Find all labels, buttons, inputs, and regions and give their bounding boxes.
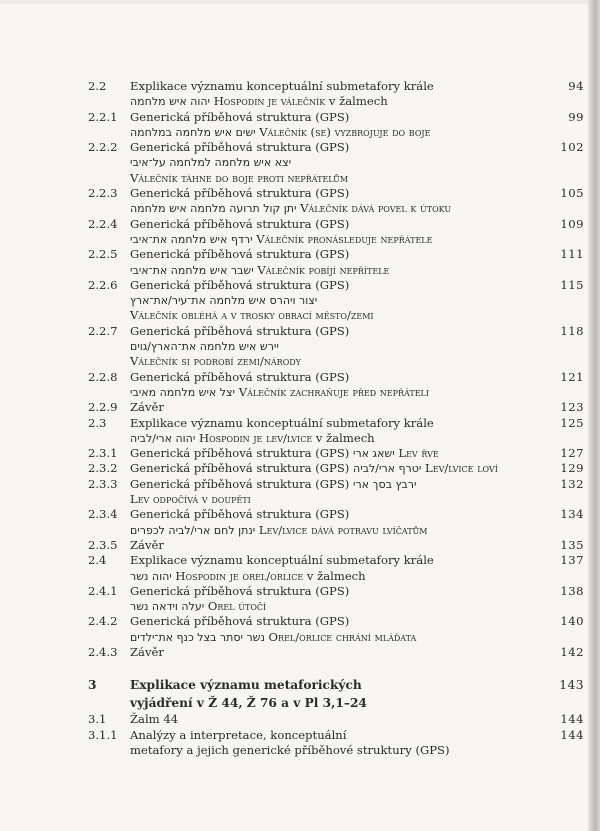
metaphor-caption: Válečník táhne do boje proti nepřátelům — [130, 170, 349, 185]
page-top-edge — [0, 0, 600, 4]
metaphor-caption: Lev odpočívá v doupěti — [130, 492, 251, 507]
toc-entry-line — [88, 676, 584, 694]
hebrew-text: יהוה נשר — [130, 569, 172, 583]
section-number: 2.2.5 — [88, 247, 118, 262]
section-title: Explikace významu konceptuální submetafory krále — [130, 79, 434, 93]
metaphor-caption: Hospodin je orel/orlice — [175, 568, 304, 583]
section-number: 2.3.5 — [88, 537, 118, 552]
metaphor-caption: Lev/lvice dává potravu lvíčatům — [258, 522, 428, 537]
toc-entry-line — [88, 308, 584, 323]
section-number: 3 — [88, 678, 97, 693]
page-binding-edge — [588, 0, 600, 831]
section-number: 2.2.8 — [88, 369, 118, 384]
section-number: 2.2 — [88, 79, 107, 93]
section-number: 3.1 — [88, 712, 107, 727]
section-number: 2.2.1 — [88, 109, 118, 124]
toc-entry — [88, 400, 584, 415]
toc-entry — [88, 614, 584, 645]
hebrew-text: יצל איש מלחמה מאיבי — [130, 385, 236, 399]
toc-entry-line — [88, 171, 584, 186]
page-number: 143 — [559, 678, 584, 693]
section-number: 2.4 — [88, 553, 107, 568]
section-title: Explikace významu konceptuální submetafory krále — [130, 415, 434, 430]
toc-entry-line — [88, 324, 584, 339]
toc-entry — [88, 728, 584, 759]
section-number: 2.2.7 — [88, 323, 118, 338]
page-number: 144 — [560, 712, 584, 727]
section-number: 2.3.2 — [88, 461, 118, 476]
section-title: Generická příběhová struktura (GPS) — [130, 186, 350, 201]
hebrew-text: ישים איש מלחמה במלחמה — [130, 125, 256, 139]
metaphor-caption: Hospodin je lev/lvice — [199, 430, 313, 445]
toc-entry — [88, 140, 584, 186]
toc-entry-line — [88, 400, 584, 415]
page-number: 115 — [560, 277, 584, 292]
hebrew-text: נשר יסתר בצל כנף את־ילדים — [130, 630, 265, 644]
toc-entry-line — [88, 232, 584, 247]
toc-entry-line — [88, 492, 584, 507]
toc-entry-line — [88, 728, 584, 743]
toc-entry-line — [88, 477, 584, 492]
toc-entry-line — [88, 79, 584, 94]
toc-entry-line — [88, 263, 584, 278]
section-title: Generická příběhová struktura (GPS) — [130, 507, 350, 522]
toc-entry-line — [88, 461, 584, 476]
toc-entry — [88, 186, 584, 217]
hebrew-text: יטרף ארי/לביה — [353, 462, 422, 476]
metaphor-caption: Válečník pronásleduje nepřátele — [256, 231, 433, 246]
section-title: Generická příběhová struktura (GPS) — [130, 277, 350, 292]
page-number: 125 — [560, 415, 584, 430]
toc-entry-line — [88, 94, 584, 109]
metaphor-caption: Lev řve — [398, 446, 439, 461]
toc-entry-line — [88, 370, 584, 385]
toc-entry — [88, 477, 584, 508]
toc-entry — [88, 79, 584, 110]
section-number: 2.3.4 — [88, 507, 118, 522]
toc-entry-line — [88, 217, 584, 232]
page-number: 118 — [560, 323, 584, 338]
hebrew-text: יעלה וידאה נשר — [130, 600, 205, 614]
page-number: 135 — [560, 537, 584, 552]
section-number: 3.1.1 — [88, 727, 118, 742]
section-title: Generická příběhová struktura (GPS) — [130, 247, 350, 262]
toc-entry — [88, 247, 584, 278]
toc-entry — [88, 324, 584, 370]
toc-entry — [88, 370, 584, 401]
page-number: 99 — [568, 109, 584, 124]
section-number: 2.4.3 — [88, 644, 118, 659]
toc-entry — [88, 584, 584, 615]
toc-entry — [88, 553, 584, 584]
hebrew-text: יהוה איש מלחמה — [130, 95, 210, 109]
toc-entry-line — [88, 599, 584, 614]
toc-entry-line — [88, 523, 584, 538]
page-number: 132 — [560, 476, 584, 491]
metaphor-caption: Lev/lvice loví — [425, 461, 498, 476]
metaphor-caption: Orel/orlice chrání mláďata — [268, 629, 417, 644]
section-number: 2.3.3 — [88, 476, 118, 491]
section-title: Závěr — [130, 537, 164, 552]
section-number: 2.2.3 — [88, 186, 118, 201]
hebrew-text: ינתן לחם ארי/לביה לכפרים — [130, 523, 256, 537]
page-number: 134 — [560, 507, 584, 522]
section-title: Závěr — [130, 644, 164, 659]
section-number: 2.3.1 — [88, 446, 118, 461]
toc-entry-line — [88, 712, 584, 727]
toc-entry-line — [88, 614, 584, 629]
toc-entry-line — [88, 155, 584, 170]
toc-entry-line — [88, 569, 584, 584]
metaphor-caption: Válečník pobíjí nepřítele — [257, 262, 390, 277]
toc-entry-line — [88, 201, 584, 216]
page-number: 144 — [560, 727, 584, 742]
toc-entry — [88, 278, 584, 324]
page-number: 121 — [560, 369, 584, 384]
section-title: v žalmech — [312, 430, 375, 445]
hebrew-text: ישאג ארי — [353, 447, 395, 461]
toc-entry-line — [88, 694, 584, 712]
page-number: 123 — [560, 400, 584, 415]
hebrew-text: יצור ויהרס איש מלחמה את־עיר/את־ארץ — [130, 294, 318, 308]
section-title: Explikace významu metaforických — [130, 678, 362, 693]
toc-entry-line — [88, 278, 584, 293]
section-title: Generická příběhová struktura (GPS) — [130, 614, 350, 629]
hebrew-text: יצא איש מלחמה למלחמה על־איבי — [130, 156, 292, 170]
toc-entry-line — [88, 186, 584, 201]
hebrew-text: ירדף איש מלחמה את־איבי — [130, 232, 253, 246]
section-title: Explikace významu konceptuální submetafory krále — [130, 553, 434, 568]
toc-entry — [88, 538, 584, 553]
hebrew-text: יירש איש מלחמה את־הארץ/גוים — [130, 340, 279, 354]
toc-entry — [88, 645, 584, 660]
section-number: 2.2.4 — [88, 216, 118, 231]
hebrew-text: יתן קול תרועה מלחמה איש מלחמה — [130, 202, 297, 216]
toc-entry-line — [88, 431, 584, 446]
toc-entry-line — [88, 416, 584, 431]
toc-entry-line — [88, 293, 584, 308]
page-number: 111 — [560, 247, 584, 262]
toc-entry — [88, 712, 584, 727]
metaphor-caption: Hospodin je válečník — [213, 94, 326, 109]
toc-entry-line — [88, 140, 584, 155]
metaphor-caption: Válečník zachraňuje před nepřáteli — [238, 384, 430, 399]
page-number: 127 — [560, 446, 584, 461]
page-number: 94 — [568, 79, 584, 93]
toc-entry — [88, 217, 584, 248]
hebrew-text: יהוה ארי/לביה — [130, 431, 196, 445]
section-title: Generická příběhová struktura (GPS) — [130, 446, 354, 461]
metaphor-caption: Válečník si podrobí zemi/národy — [130, 354, 301, 369]
toc-entry — [88, 461, 584, 476]
hebrew-text: ישבר איש מלחמה את־איבי — [130, 263, 254, 277]
section-number: 2.2.6 — [88, 277, 118, 292]
section-title: Generická příběhová struktura (GPS) — [130, 216, 350, 231]
section-number: 2.3 — [88, 415, 107, 430]
section-title: Generická příběhová struktura (GPS) — [130, 369, 350, 384]
metaphor-caption: Válečník (se) vyzbrojuje do boje — [259, 124, 431, 139]
metaphor-caption: Orel útočí — [207, 599, 267, 614]
toc-entry-line — [88, 645, 584, 660]
section-title: Generická příběhová struktura (GPS) — [130, 461, 354, 476]
section-title: Závěr — [130, 400, 164, 415]
section-number: 2.4.1 — [88, 583, 118, 598]
page-number: 105 — [560, 186, 584, 201]
page-number: 102 — [560, 140, 584, 155]
toc-entry — [88, 507, 584, 538]
page-number: 140 — [560, 614, 584, 629]
toc-entry — [88, 446, 584, 461]
page-number: 138 — [560, 583, 584, 598]
section-number: 2.2.2 — [88, 140, 118, 155]
toc-entry-line — [88, 538, 584, 553]
page-number: 109 — [560, 216, 584, 231]
section-title: vyjádření v Ž 44, Ž 76 a v Pl 3,1–24 — [130, 696, 367, 711]
metaphor-caption: Válečník dává povel k útoku — [300, 201, 452, 216]
section-title: v žalmech — [325, 94, 388, 109]
section-title: Generická příběhová struktura (GPS) — [130, 476, 354, 491]
toc-entry-line — [88, 553, 584, 568]
section-number: 2.2.9 — [88, 400, 118, 415]
toc-entry-line — [88, 385, 584, 400]
page-number: 129 — [560, 461, 584, 476]
table-of-contents — [88, 79, 584, 758]
toc-entry-line — [88, 743, 584, 758]
toc-entry — [88, 416, 584, 447]
section-title: Generická příběhová struktura (GPS) — [130, 109, 350, 124]
section-title: v žalmech — [303, 568, 366, 583]
section-title: metafory a jejich generické příběhové struktury (GPS) — [130, 742, 450, 757]
toc-chapter — [88, 676, 584, 712]
toc-entry-line — [88, 446, 584, 461]
metaphor-caption: Válečník obléhá a v trosky obrací město/zemi — [130, 308, 374, 323]
toc-entry-line — [88, 354, 584, 369]
page-number: 137 — [560, 553, 584, 568]
toc-entry-line — [88, 630, 584, 645]
toc-entry-line — [88, 247, 584, 262]
toc-entry-line — [88, 125, 584, 140]
hebrew-text: ירבץ בסך ארי — [353, 477, 417, 491]
section-title: Analýzy a interpretace, konceptuální — [130, 727, 347, 742]
section-title: Generická příběhová struktura (GPS) — [130, 583, 350, 598]
section-title: Generická příběhová struktura (GPS) — [130, 323, 350, 338]
toc-entry-line — [88, 339, 584, 354]
toc-entry-line — [88, 507, 584, 522]
toc-entry-line — [88, 110, 584, 125]
toc-entry — [88, 110, 584, 141]
page-number: 142 — [560, 644, 584, 659]
toc-entry-line — [88, 584, 584, 599]
section-title: Žalm 44 — [130, 712, 179, 727]
section-number: 2.4.2 — [88, 614, 118, 629]
section-title: Generická příběhová struktura (GPS) — [130, 140, 350, 155]
